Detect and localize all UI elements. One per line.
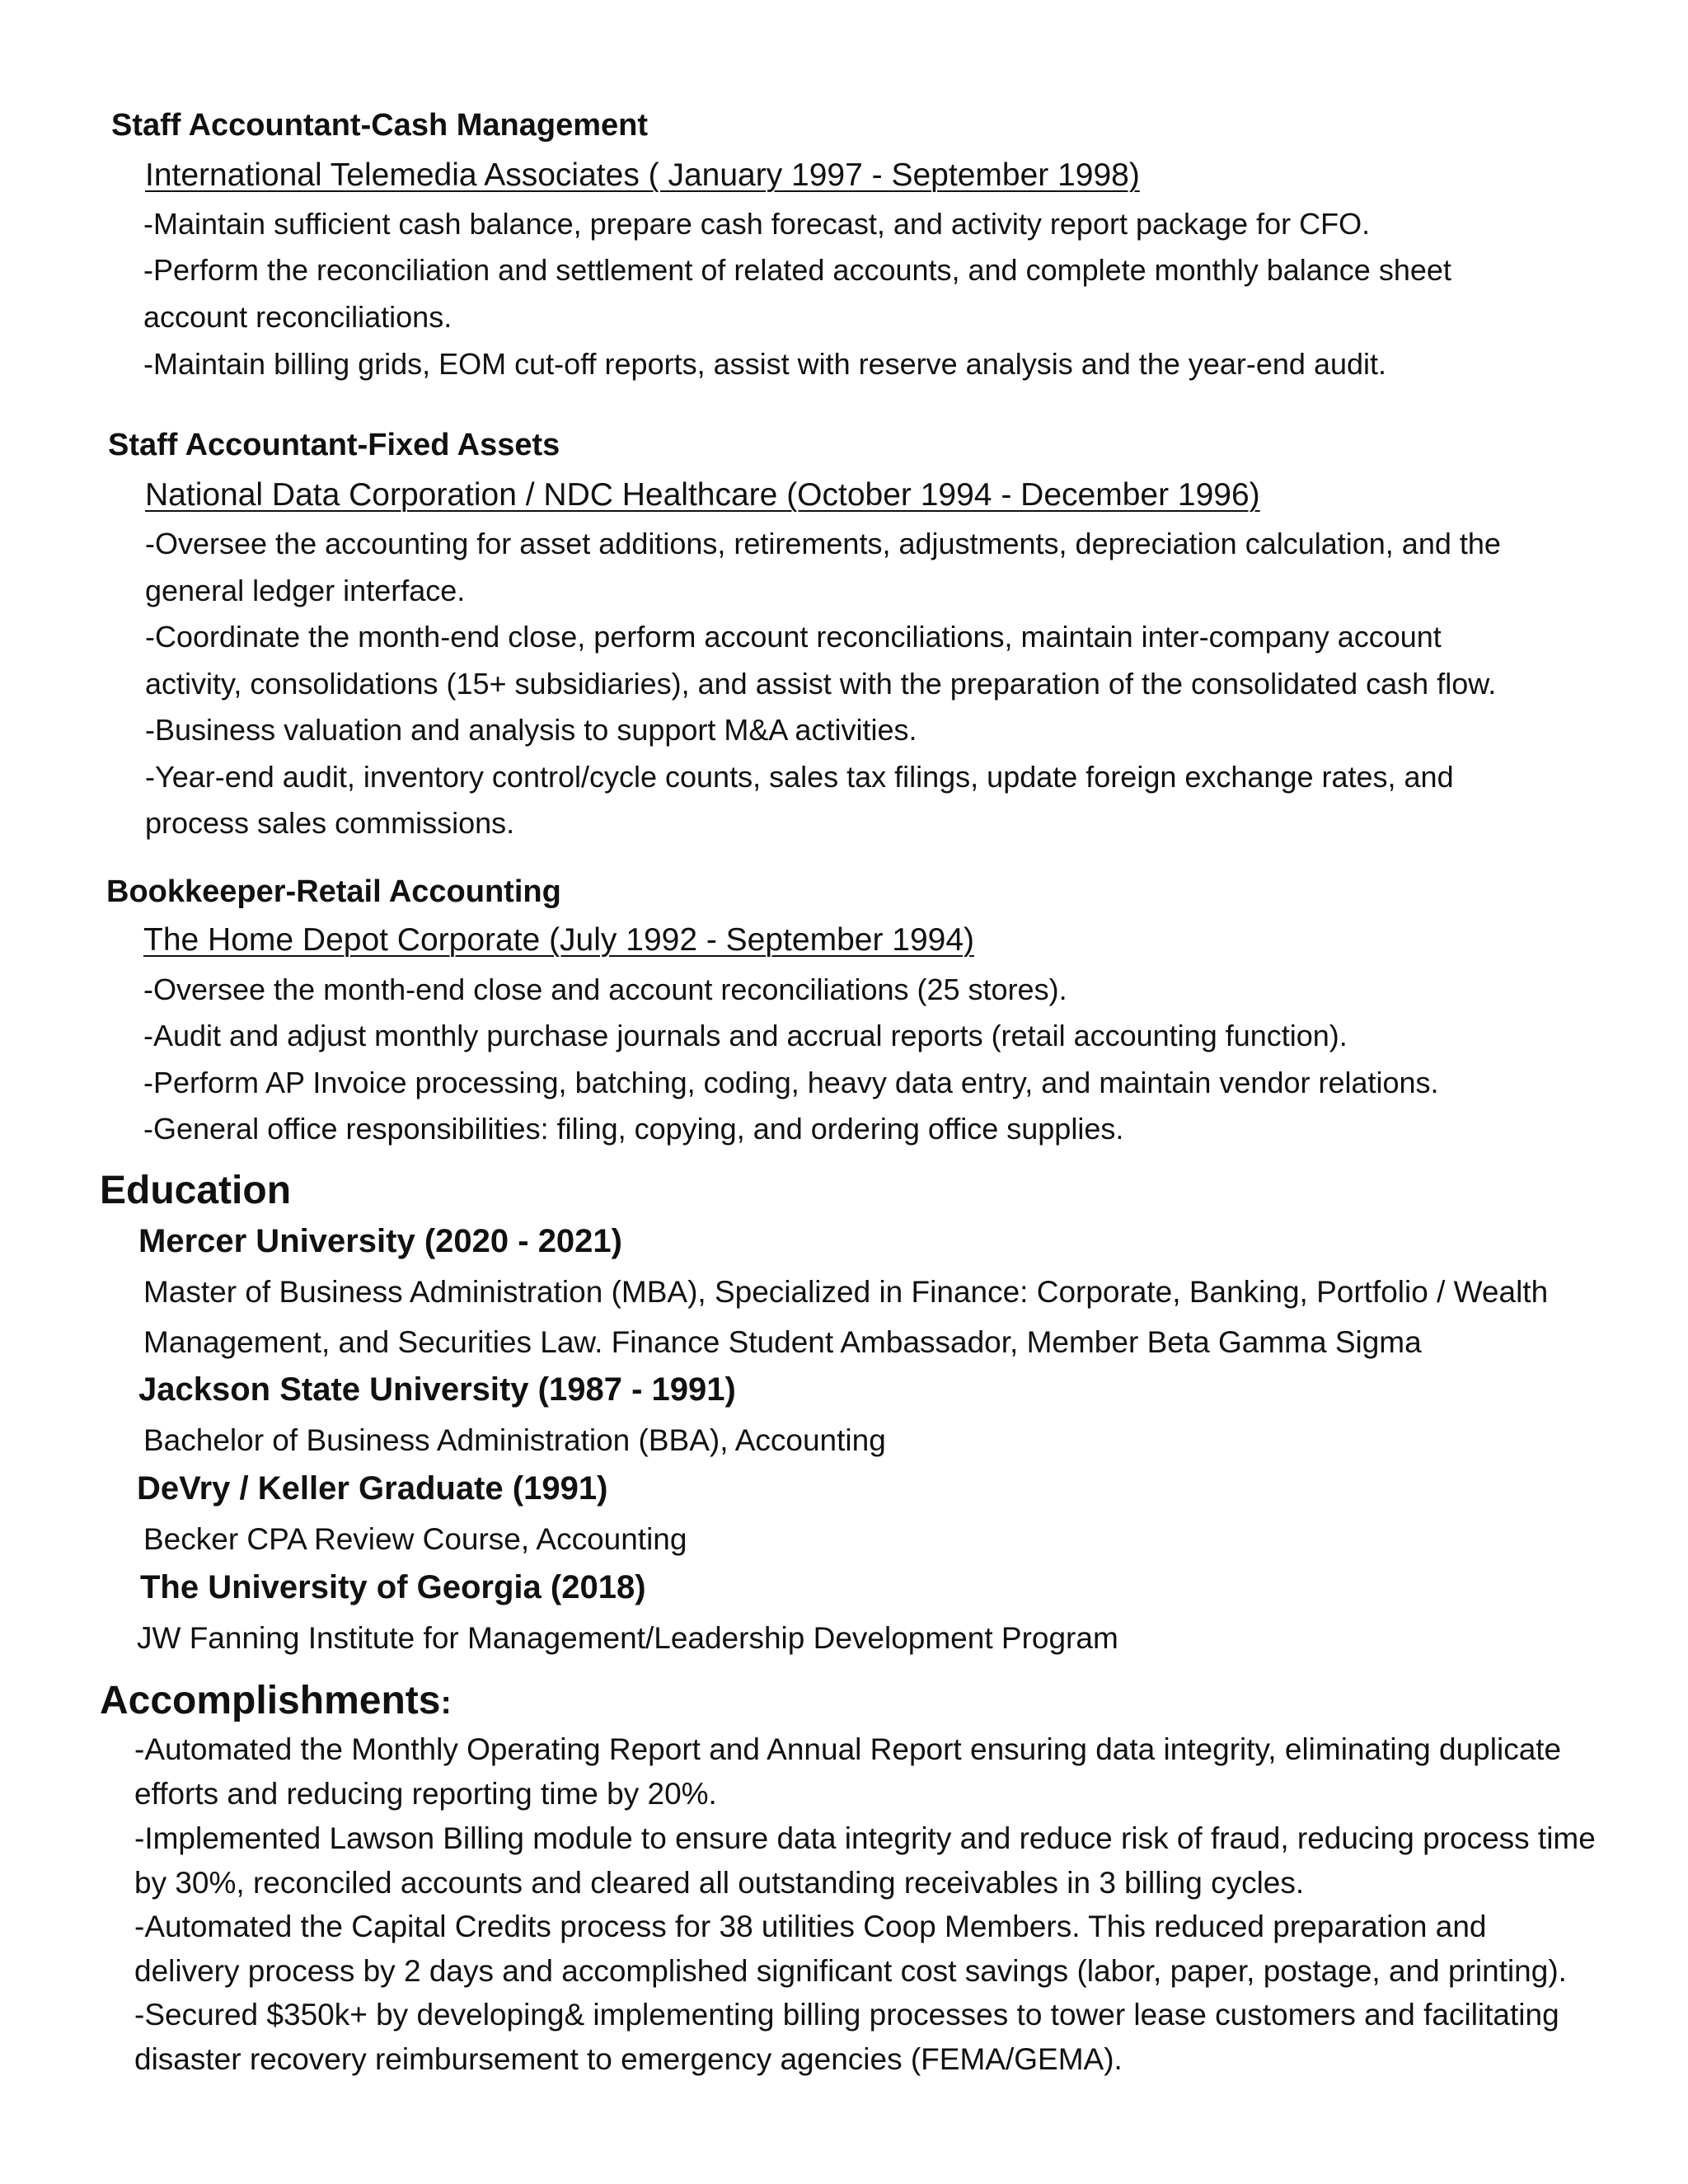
job-duty-line: -Audit and adjust monthly purchase journals and accrual reports (retail accounting function). (143, 1019, 1348, 1052)
degree-line: Becker CPA Review Course, Accounting (143, 1522, 687, 1556)
job-duty-line: general ledger interface. (145, 574, 466, 607)
accomplishment-line: -Automated the Monthly Operating Report and Annual Report ensuring data integrity, eliminating duplicate (134, 1732, 1562, 1766)
job-duty-line: -Maintain billing grids, EOM cut-off reports, assist with reserve analysis and the year-end audit. (143, 347, 1387, 381)
degree-line: Master of Business Administration (MBA), Specialized in Finance: Corporate, Banking, Portfolio / Wealth (143, 1275, 1549, 1309)
job-duty-line: account reconciliations. (143, 300, 452, 334)
accomplishment-line: by 30%, reconciled accounts and cleared all outstanding receivables in 3 billing cycles. (134, 1866, 1305, 1900)
job-duty-line: -Business valuation and analysis to support M&A activities. (145, 713, 917, 747)
job-duty-line: -Year-end audit, inventory control/cycle counts, sales tax filings, update foreign exchange rates, and (145, 760, 1454, 794)
section-heading-accomplishments (100, 1678, 452, 1723)
company-dates: International Telemedia Associates ( January 1997 - September 1998) (145, 157, 1140, 193)
heading-colon: : (440, 1685, 452, 1721)
job-duty-line: activity, consolidations (15+ subsidiaries), and assist with the preparation of the consolidated cash flow. (145, 667, 1497, 701)
job-duty-line: -Oversee the month-end close and account reconciliations (25 stores). (143, 972, 1067, 1006)
accomplishments-title: Accomplishments (100, 1679, 441, 1722)
job-title: Bookkeeper-Retail Accounting (106, 874, 561, 909)
job-title: Staff Accountant-Cash Management (111, 108, 648, 143)
degree-line: JW Fanning Institute for Management/Leadership Development Program (137, 1621, 1118, 1655)
school-name: The University of Georgia (2018) (140, 1569, 646, 1605)
job-duty-line: -Oversee the accounting for asset additions, retirements, adjustments, depreciation calculation, and the (145, 527, 1501, 560)
accomplishment-line: efforts and reducing reporting time by 20%. (134, 1777, 717, 1811)
accomplishment-line: disaster recovery reimbursement to emergency agencies (FEMA/GEMA). (134, 2042, 1123, 2076)
job-duty-line: -Perform AP Invoice processing, batching, coding, heavy data entry, and maintain vendor relations. (143, 1066, 1439, 1099)
school-name: Mercer University (2020 - 2021) (138, 1223, 622, 1259)
job-duty-line: -Coordinate the month-end close, perform account reconciliations, maintain inter-company account (145, 620, 1442, 654)
degree-line: Bachelor of Business Administration (BBA), Accounting (143, 1423, 886, 1457)
company-dates: The Home Depot Corporate (July 1992 - September 1994) (143, 922, 975, 958)
job-duty-line: -General office responsibilities: filing, copying, and ordering office supplies. (143, 1112, 1124, 1146)
accomplishment-line: -Implemented Lawson Billing module to ensure data integrity and reduce risk of fraud, reducing process time (134, 1821, 1596, 1855)
degree-line: Management, and Securities Law. Finance Student Ambassador, Member Beta Gamma Sigma (143, 1325, 1422, 1359)
job-duty-line: -Perform the reconciliation and settlement of related accounts, and complete monthly balance sheet (143, 253, 1451, 287)
school-name: Jackson State University (1987 - 1991) (138, 1371, 736, 1408)
section-heading-education: Education (100, 1169, 292, 1212)
job-duty-line: -Maintain sufficient cash balance, prepare cash forecast, and activity report package for CFO. (143, 207, 1371, 241)
job-duty-line: process sales commissions. (145, 806, 515, 840)
accomplishment-line: delivery process by 2 days and accomplished significant cost savings (labor, paper, postage, and printing). (134, 1954, 1567, 1988)
company-dates: National Data Corporation / NDC Healthcare (October 1994 - December 1996) (145, 477, 1260, 513)
accomplishment-line: -Automated the Capital Credits process for 38 utilities Coop Members. This reduced preparation and (134, 1910, 1487, 1943)
job-title: Staff Accountant-Fixed Assets (108, 428, 560, 462)
accomplishment-line: -Secured $350k+ by developing& implementing billing processes to tower lease customers and facilitating (134, 1998, 1559, 2032)
school-name: DeVry / Keller Graduate (1991) (137, 1470, 608, 1507)
